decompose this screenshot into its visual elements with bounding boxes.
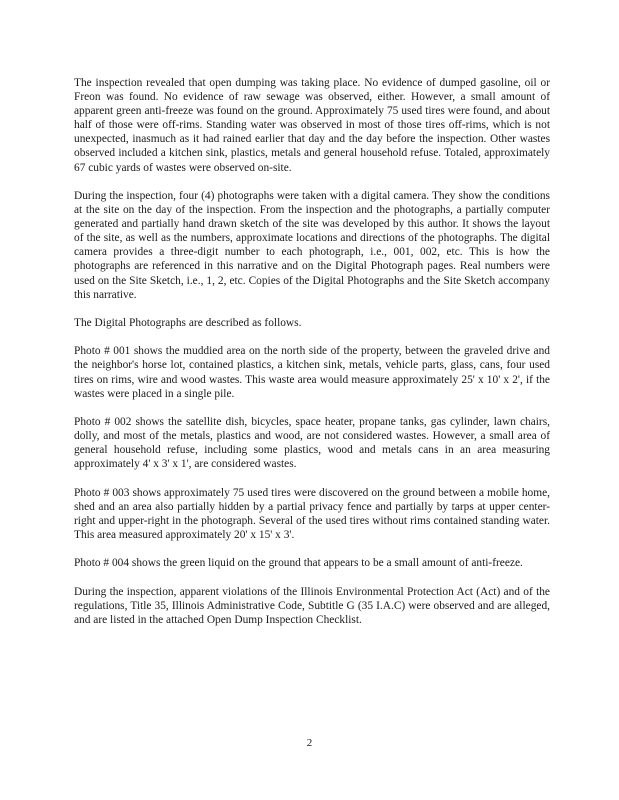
page-number: 2	[306, 737, 313, 749]
paragraph-inspection-findings: The inspection revealed that open dumping was taking place. No evidence of dumped gasoline, oil or Freon was found. No evidence of raw sewage was observed, either. However, a small amount of apparent green anti-freeze was found on the ground. Approximately 75 used tires were found, and about half of those were off-rims. Standing water was observed in most of those tires off-rims, which is not unexpected, inasmuch as it had rained earlier that day and the day before the inspection. Other wastes observed included a kitchen sink, plastics, metals and general household refuse. Totaled, approximately 67 cubic yards of wastes were observed on-site.	[74, 77, 550, 174]
paragraph-photo-001: Photo # 001 shows the muddied area on the north side of the property, between the graveled drive and the neighbor's horse lot, contained plastics, a kitchen sink, metals, vehicle parts, glass, cans, four used tires on rims, wire and wood wastes. This waste area would measure approximately 25' x 10' x 2', if the wastes were placed in a single pile.	[74, 345, 550, 400]
paragraph-photo-002: Photo # 002 shows the satellite dish, bicycles, space heater, propane tanks, gas cylinder, lawn chairs, dolly, and most of the metals, plastics and wood, are not considered wastes. However, a small area of general household refuse, including some plastics, wood and metals cans in an area measuring approximately 4' x 3' x 1', are considered wastes.	[74, 416, 550, 471]
narrative-body	[74, 76, 550, 641]
paragraph-photo-004: Photo # 004 shows the green liquid on the ground that appears to be a small amount of anti-freeze.	[74, 557, 523, 570]
paragraph-photographs-overview: During the inspection, four (4) photographs were taken with a digital camera. They show the conditions at the site on the day of the inspection. From the inspection and the photographs, a partially computer generated and partially hand drawn sketch of the site was developed by this author. It shows the layout of the site, as well as the numbers, approximate locations and directions of the photographs. The digital camera provides a three-digit number to each photograph, i.e., 001, 002, etc. This is how the photographs are referenced in this narrative and on the Digital Photograph pages. Real numbers were used on the Site Sketch, i.e., 1, 2, etc. Copies of the Digital Photographs and the Site Sketch accompany this narrative.	[74, 189, 550, 301]
paragraph-violations: During the inspection, apparent violations of the Illinois Environmental Protection Act (Act) and of the regulations, Title 35, Illinois Administrative Code, Subtitle G (35 I.A.C) were observed and are alleged, and are listed in the attached Open Dump Inspection Checklist.	[74, 585, 550, 626]
paragraph-photos-intro: The Digital Photographs are described as follows.	[74, 317, 302, 329]
paragraph-photo-003: Photo # 003 shows approximately 75 used tires were discovered on the ground between a mobile home, shed and an area also partially hidden by a partial privacy fence and partially by tarps at upper center-right and upper-right in the photograph. Several of the used tires without rims contained standing water. This area measured approximately 20' x 15' x 3'.	[74, 486, 550, 542]
